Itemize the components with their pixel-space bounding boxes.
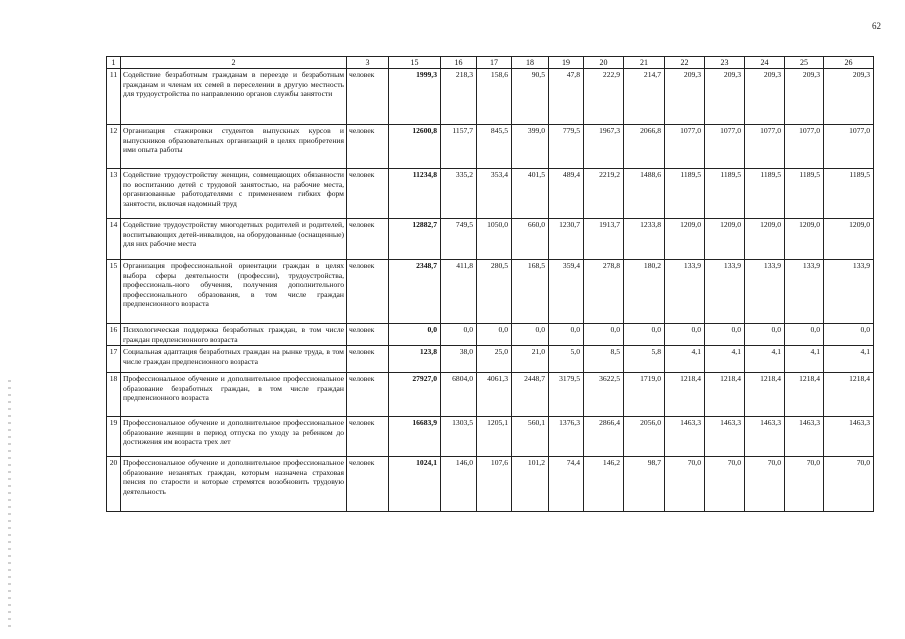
row-value: 209,3 xyxy=(785,69,824,125)
column-header: 1 xyxy=(107,57,121,69)
row-value: 4,1 xyxy=(824,346,874,373)
row-unit: человек xyxy=(347,417,389,457)
row-value: 70,0 xyxy=(824,457,874,512)
table-row xyxy=(107,346,874,373)
row-value: 25,0 xyxy=(477,346,512,373)
row-value: 214,7 xyxy=(624,69,665,125)
column-header: 18 xyxy=(512,57,549,69)
row-value: 1463,3 xyxy=(665,417,705,457)
row-total-value: 12600,8 xyxy=(389,125,441,169)
row-description: Содействие трудоустройству многодетных родителей и родителей, воспитывающих детей-инвалидов, на оборудованные (оснащенные) для них рабочие места xyxy=(121,219,347,260)
row-value: 0,0 xyxy=(441,324,477,346)
row-value: 133,9 xyxy=(665,260,705,324)
row-unit: человек xyxy=(347,260,389,324)
row-value: 0,0 xyxy=(584,324,624,346)
row-value: 209,3 xyxy=(665,69,705,125)
column-header: 22 xyxy=(665,57,705,69)
row-value: 660,0 xyxy=(512,219,549,260)
row-value: 1157,7 xyxy=(441,125,477,169)
row-description: Организация профессиональной ориентации граждан в целях выбора сферы деятельности (профессии), трудоустройства, профессиональ-ного обучения, получения дополнительного профессионального образования, в том числе граждан предпенсионного возраста xyxy=(121,260,347,324)
row-value: 1209,0 xyxy=(824,219,874,260)
row-number: 13 xyxy=(107,169,121,219)
row-value: 1189,5 xyxy=(824,169,874,219)
column-header: 23 xyxy=(705,57,745,69)
row-number: 18 xyxy=(107,373,121,417)
row-value: 1218,4 xyxy=(785,373,824,417)
row-value: 1463,3 xyxy=(745,417,785,457)
row-value: 209,3 xyxy=(745,69,785,125)
row-value: 1209,0 xyxy=(665,219,705,260)
table-row xyxy=(107,417,874,457)
row-value: 489,4 xyxy=(549,169,584,219)
row-value: 158,6 xyxy=(477,69,512,125)
row-value: 2219,2 xyxy=(584,169,624,219)
row-value: 359,4 xyxy=(549,260,584,324)
row-value: 1303,5 xyxy=(441,417,477,457)
row-value: 280,5 xyxy=(477,260,512,324)
row-total-value: 27927,0 xyxy=(389,373,441,417)
row-value: 1077,0 xyxy=(785,125,824,169)
row-value: 146,2 xyxy=(584,457,624,512)
row-value: 2066,8 xyxy=(624,125,665,169)
row-number: 11 xyxy=(107,69,121,125)
row-value: 1233,8 xyxy=(624,219,665,260)
row-description: Организация стажировки студентов выпускных курсов и выпускников образовательных организаций в целях приобретения ими опыта работы xyxy=(121,125,347,169)
row-value: 70,0 xyxy=(665,457,705,512)
row-value: 2056,0 xyxy=(624,417,665,457)
row-value: 0,0 xyxy=(665,324,705,346)
row-value: 1218,4 xyxy=(745,373,785,417)
row-value: 4061,3 xyxy=(477,373,512,417)
row-value: 8,5 xyxy=(584,346,624,373)
row-value: 845,5 xyxy=(477,125,512,169)
row-value: 1967,3 xyxy=(584,125,624,169)
column-header: 19 xyxy=(549,57,584,69)
row-value: 90,5 xyxy=(512,69,549,125)
row-value: 1218,4 xyxy=(665,373,705,417)
row-value: 74,4 xyxy=(549,457,584,512)
table-row xyxy=(107,219,874,260)
row-value: 1209,0 xyxy=(705,219,745,260)
row-value: 401,5 xyxy=(512,169,549,219)
row-value: 209,3 xyxy=(824,69,874,125)
row-value: 1719,0 xyxy=(624,373,665,417)
table-row xyxy=(107,169,874,219)
row-unit: человек xyxy=(347,219,389,260)
row-value: 749,5 xyxy=(441,219,477,260)
row-value: 1230,7 xyxy=(549,219,584,260)
row-number: 16 xyxy=(107,324,121,346)
row-value: 6804,0 xyxy=(441,373,477,417)
row-value: 335,2 xyxy=(441,169,477,219)
row-value: 5,0 xyxy=(549,346,584,373)
row-value: 0,0 xyxy=(549,324,584,346)
row-total-value: 1024,1 xyxy=(389,457,441,512)
column-header: 25 xyxy=(785,57,824,69)
row-value: 180,2 xyxy=(624,260,665,324)
row-number: 20 xyxy=(107,457,121,512)
row-value: 1463,3 xyxy=(824,417,874,457)
data-table xyxy=(106,56,874,512)
row-value: 1205,1 xyxy=(477,417,512,457)
row-description: Содействие безработным гражданам в переезде и безработным гражданам и членам их семей в переселении в другую местность для трудоустройства по направлению органов службы занятости xyxy=(121,69,347,125)
row-number: 19 xyxy=(107,417,121,457)
row-value: 101,2 xyxy=(512,457,549,512)
row-value: 1376,3 xyxy=(549,417,584,457)
row-value: 1463,3 xyxy=(785,417,824,457)
row-value: 1189,5 xyxy=(665,169,705,219)
row-value: 133,9 xyxy=(745,260,785,324)
table-row xyxy=(107,373,874,417)
column-header: 17 xyxy=(477,57,512,69)
row-value: 560,1 xyxy=(512,417,549,457)
row-value: 0,0 xyxy=(745,324,785,346)
row-value: 1077,0 xyxy=(824,125,874,169)
row-value: 0,0 xyxy=(477,324,512,346)
row-value: 4,1 xyxy=(745,346,785,373)
column-header: 15 xyxy=(389,57,441,69)
table-header-row xyxy=(107,57,874,69)
row-value: 278,8 xyxy=(584,260,624,324)
row-unit: человек xyxy=(347,373,389,417)
row-description: Профессиональное обучение и дополнительное профессиональное образование незанятых граждан, которым назначена страховая пенсия по старости и которые стремятся возобновить трудовую деятельность xyxy=(121,457,347,512)
row-value: 98,7 xyxy=(624,457,665,512)
row-value: 1189,5 xyxy=(745,169,785,219)
row-total-value: 0,0 xyxy=(389,324,441,346)
page-number: 62 xyxy=(872,21,881,31)
row-value: 4,1 xyxy=(785,346,824,373)
row-value: 5,8 xyxy=(624,346,665,373)
row-value: 1463,3 xyxy=(705,417,745,457)
row-description: Психологическая поддержка безработных граждан, в том числе граждан предпенсионного возраста xyxy=(121,324,347,346)
row-value: 218,3 xyxy=(441,69,477,125)
row-value: 1209,0 xyxy=(745,219,785,260)
row-number: 17 xyxy=(107,346,121,373)
row-value: 209,3 xyxy=(705,69,745,125)
row-value: 353,4 xyxy=(477,169,512,219)
table-row xyxy=(107,69,874,125)
row-value: 4,1 xyxy=(705,346,745,373)
column-header: 16 xyxy=(441,57,477,69)
row-value: 47,8 xyxy=(549,69,584,125)
row-value: 1077,0 xyxy=(745,125,785,169)
row-total-value: 2348,7 xyxy=(389,260,441,324)
column-header: 21 xyxy=(624,57,665,69)
row-description: Профессиональное обучение и дополнительное профессиональное образование женщин в период отпуска по уходу за ребенком до достижения им возраста трех лет xyxy=(121,417,347,457)
row-value: 1209,0 xyxy=(785,219,824,260)
row-value: 1218,4 xyxy=(824,373,874,417)
row-value: 21,0 xyxy=(512,346,549,373)
row-value: 1218,4 xyxy=(705,373,745,417)
row-total-value: 123,8 xyxy=(389,346,441,373)
column-header: 26 xyxy=(824,57,874,69)
row-value: 0,0 xyxy=(824,324,874,346)
row-value: 0,0 xyxy=(512,324,549,346)
table-row xyxy=(107,260,874,324)
row-value: 133,9 xyxy=(785,260,824,324)
row-description: Социальная адаптация безработных граждан на рынке труда, в том числе граждан предпенсионного возраста xyxy=(121,346,347,373)
row-value: 146,0 xyxy=(441,457,477,512)
row-description: Профессиональное обучение и дополнительное профессиональное образование безработных граждан, в том числе граждан предпенсионного возраста xyxy=(121,373,347,417)
row-description: Содействие трудоустройству женщин, совмещающих обязанности по воспитанию детей с трудовой занятостью, на рабочие места, организованные работодателями с применением гибких форм занятости, включая надомный труд xyxy=(121,169,347,219)
column-header: 24 xyxy=(745,57,785,69)
row-value: 2866,4 xyxy=(584,417,624,457)
row-value: 133,9 xyxy=(705,260,745,324)
row-unit: человек xyxy=(347,169,389,219)
row-value: 1077,0 xyxy=(705,125,745,169)
row-value: 2448,7 xyxy=(512,373,549,417)
row-value: 222,9 xyxy=(584,69,624,125)
table-row xyxy=(107,125,874,169)
row-value: 1488,6 xyxy=(624,169,665,219)
row-total-value: 1999,3 xyxy=(389,69,441,125)
row-value: 411,8 xyxy=(441,260,477,324)
row-value: 107,6 xyxy=(477,457,512,512)
column-header: 3 xyxy=(347,57,389,69)
row-value: 70,0 xyxy=(705,457,745,512)
row-value: 38,0 xyxy=(441,346,477,373)
row-value: 3622,5 xyxy=(584,373,624,417)
row-value: 0,0 xyxy=(624,324,665,346)
row-value: 0,0 xyxy=(705,324,745,346)
row-unit: человек xyxy=(347,457,389,512)
row-number: 12 xyxy=(107,125,121,169)
scan-artifact xyxy=(8,380,11,630)
row-value: 779,5 xyxy=(549,125,584,169)
column-header: 20 xyxy=(584,57,624,69)
row-value: 168,5 xyxy=(512,260,549,324)
row-value: 1189,5 xyxy=(785,169,824,219)
row-value: 133,9 xyxy=(824,260,874,324)
row-value: 0,0 xyxy=(785,324,824,346)
row-number: 14 xyxy=(107,219,121,260)
table-row xyxy=(107,324,874,346)
row-value: 1050,0 xyxy=(477,219,512,260)
row-number: 15 xyxy=(107,260,121,324)
row-value: 70,0 xyxy=(785,457,824,512)
row-value: 3179,5 xyxy=(549,373,584,417)
row-unit: человек xyxy=(347,69,389,125)
table-row xyxy=(107,457,874,512)
row-total-value: 11234,8 xyxy=(389,169,441,219)
row-value: 4,1 xyxy=(665,346,705,373)
row-unit: человек xyxy=(347,125,389,169)
row-unit: человек xyxy=(347,346,389,373)
row-unit: человек xyxy=(347,324,389,346)
row-value: 1913,7 xyxy=(584,219,624,260)
row-value: 70,0 xyxy=(745,457,785,512)
row-value: 1189,5 xyxy=(705,169,745,219)
row-value: 399,0 xyxy=(512,125,549,169)
row-value: 1077,0 xyxy=(665,125,705,169)
row-total-value: 16683,9 xyxy=(389,417,441,457)
column-header: 2 xyxy=(121,57,347,69)
row-total-value: 12882,7 xyxy=(389,219,441,260)
